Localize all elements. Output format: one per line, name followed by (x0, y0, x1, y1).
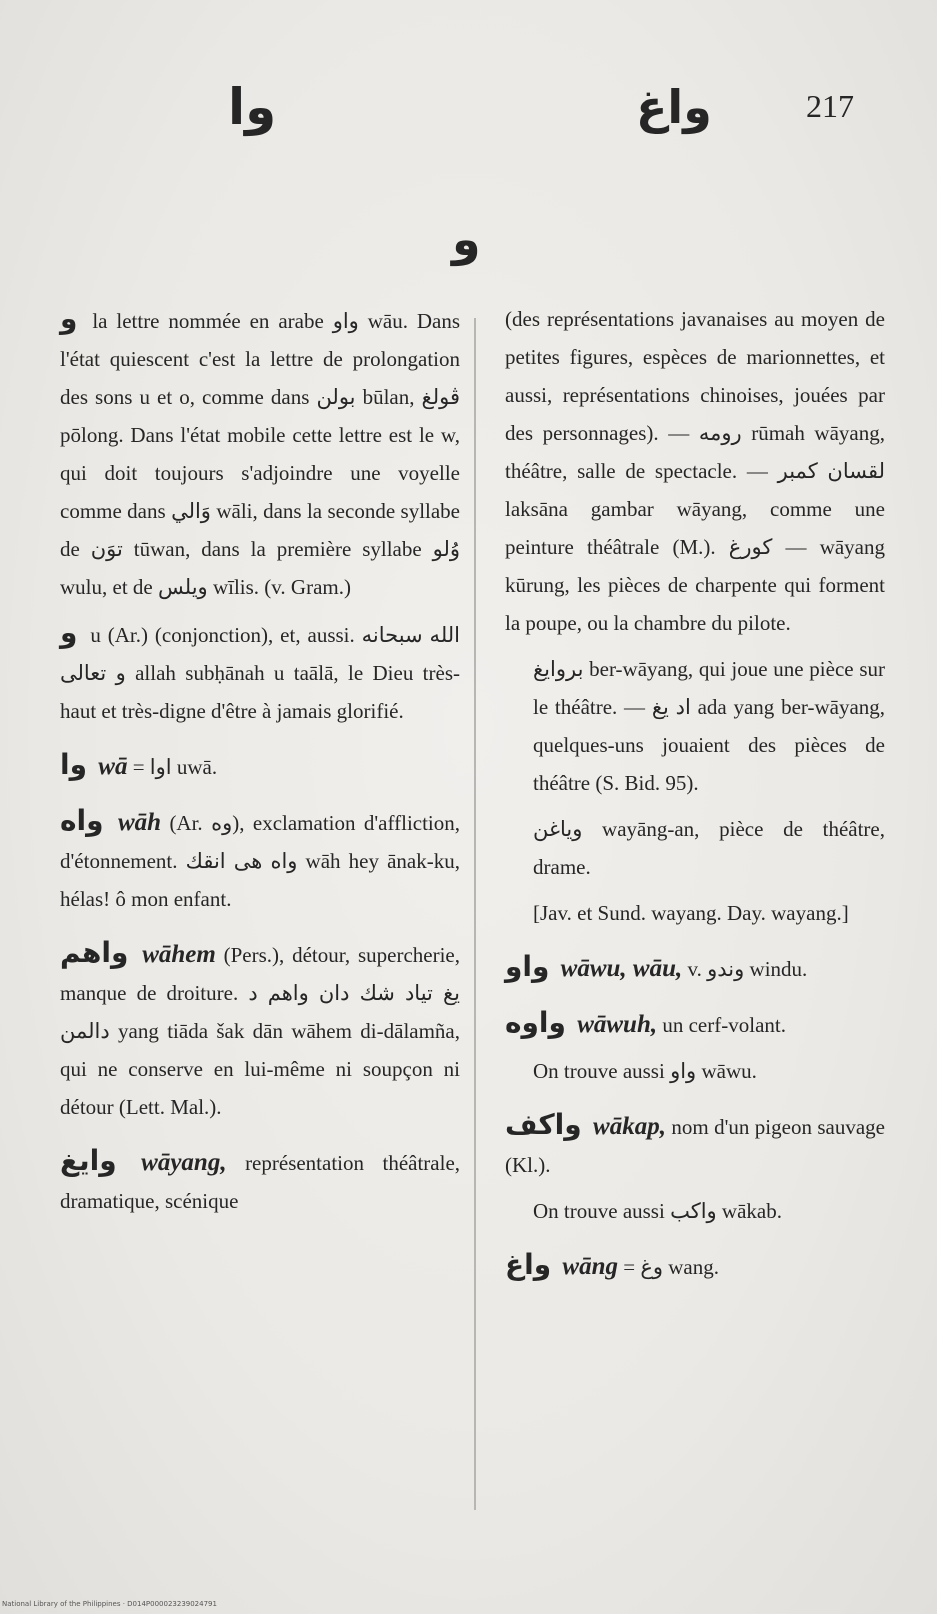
entry (60, 1142, 460, 1220)
entry-arabic-headword: وا (60, 748, 88, 781)
entry (505, 948, 885, 988)
entry-arabic-headword: و (60, 616, 78, 649)
entry-arabic-headword: واكف (505, 1108, 582, 1141)
entry-text: représentation théâtrale, dramatique, scénique (60, 1151, 461, 1213)
entry-arabic-headword: واغ (505, 1248, 552, 1281)
sub-entry (505, 1052, 885, 1090)
running-head-right: واغ (636, 80, 712, 134)
section-letter: و (452, 212, 481, 266)
sub-entry (505, 1192, 885, 1230)
entry-text: nom d'un pigeon sauvage (Kl.). (505, 1115, 885, 1177)
scan-footer: National Library of the Philippines · D014P000023239024791 (2, 1600, 217, 1608)
left-column (60, 300, 460, 1228)
entry-headword: wāh (117, 809, 162, 836)
right-column (505, 300, 885, 1294)
sub-entry (505, 810, 885, 886)
entry-text: la lettre nommée en arabe واو wāu. Dans l'état quiescent c'est la lettre de prolongation des sons u et o, comme dans بولن būlan, ڤولغ pōlong. Dans l'état mobile cette lettre est le w, qui doit toujours s'adjoindre une voyelle comme dans وَالي wāli, dans la seconde syllabe de توَن tūwan, dans la première syllabe وُلو wulu, et de ويلس wīlis. (v. Gram.) (60, 309, 461, 599)
entry (60, 614, 460, 730)
entry (60, 300, 460, 606)
entry-text: (Ar. وه), exclamation d'affliction, d'étonnement. واه هى انقك wāh hey ānak-ku, hélas! ô mon enfant. (60, 811, 461, 911)
entry-text: un cerf-volant. (662, 1013, 786, 1037)
entry-arabic-headword: واهم (60, 936, 129, 969)
entry-headword: wāyang, (141, 1149, 227, 1176)
entry-arabic-headword: واو (505, 950, 550, 983)
entry-text: = وغ wang. (623, 1255, 719, 1279)
entry (505, 1004, 885, 1044)
entry-headword: wākap, (593, 1113, 666, 1140)
entry-text: v. وندو windu. (687, 957, 808, 981)
entry-text: (Pers.), détour, supercherie, manque de droiture. يغ تياد شك دان واهم د دالمن yang tiāda šak dān wāhem di-dālamña, qui ne conserve en lui-même ni soupçon ni détour (Lett. Mal.). (60, 943, 461, 1119)
entry-text: On trouve aussi واكب wākab. (533, 1199, 782, 1223)
entry-text: وياغن wayāng-an, pièce de théâtre, drame. (533, 817, 885, 879)
entry-continuation (505, 300, 885, 642)
entry (505, 1246, 885, 1286)
entry-text: بروايغ ber-wāyang, qui joue une pièce sur le théâtre. — اد يغ ada yang ber-wāyang, quelques-uns jouaient des pièces de théâtre (S. Bid. 95). (533, 657, 886, 795)
entry-headword: wā (98, 753, 128, 780)
entry-headword: wāwu, wāu, (560, 955, 683, 982)
running-head-left: وا (228, 78, 277, 136)
entry (60, 746, 460, 786)
entry (505, 1106, 885, 1184)
entry-arabic-headword: واه (60, 804, 104, 837)
entry-headword: wāng (562, 1253, 618, 1280)
sub-entry (505, 650, 885, 802)
entry-arabic-headword: واوه (505, 1006, 566, 1039)
entry-headword: wāhem (142, 941, 216, 968)
entry-arabic-headword: وايغ (60, 1144, 117, 1177)
entry-text: = اوا uwā. (132, 755, 218, 779)
entry-headword: wāwuh, (577, 1011, 658, 1038)
etymology-note (505, 894, 885, 932)
entry-text: u (Ar.) (conjonction), et, aussi. الله سبحانه و تعالى allah subḥānah u taālā, le Dieu très-haut et très-digne d'être à jamais glorifié. (60, 623, 461, 723)
entry-text: On trouve aussi واو wāwu. (533, 1059, 757, 1083)
entry (60, 802, 460, 918)
page-number: 217 (806, 88, 854, 124)
entry-text: [Jav. et Sund. wayang. Day. wayang.] (533, 901, 849, 925)
entry (60, 934, 460, 1126)
entry-text: (des représentations javanaises au moyen de petites figures, espèces de marionnettes, et aussi, représentations chinoises, jouées par des personnages). — رومه rūmah wāyang, théâtre, salle de spectacle. — لقسان كمبر laksāna gambar wāyang, comme une peinture théâtrale (M.). كورغ — wāyang kūrung, les pièces de charpente qui forment la poupe, ou la chambre du pilote. (505, 307, 886, 635)
entry-arabic-headword: و (60, 302, 78, 335)
column-divider (474, 318, 476, 1510)
